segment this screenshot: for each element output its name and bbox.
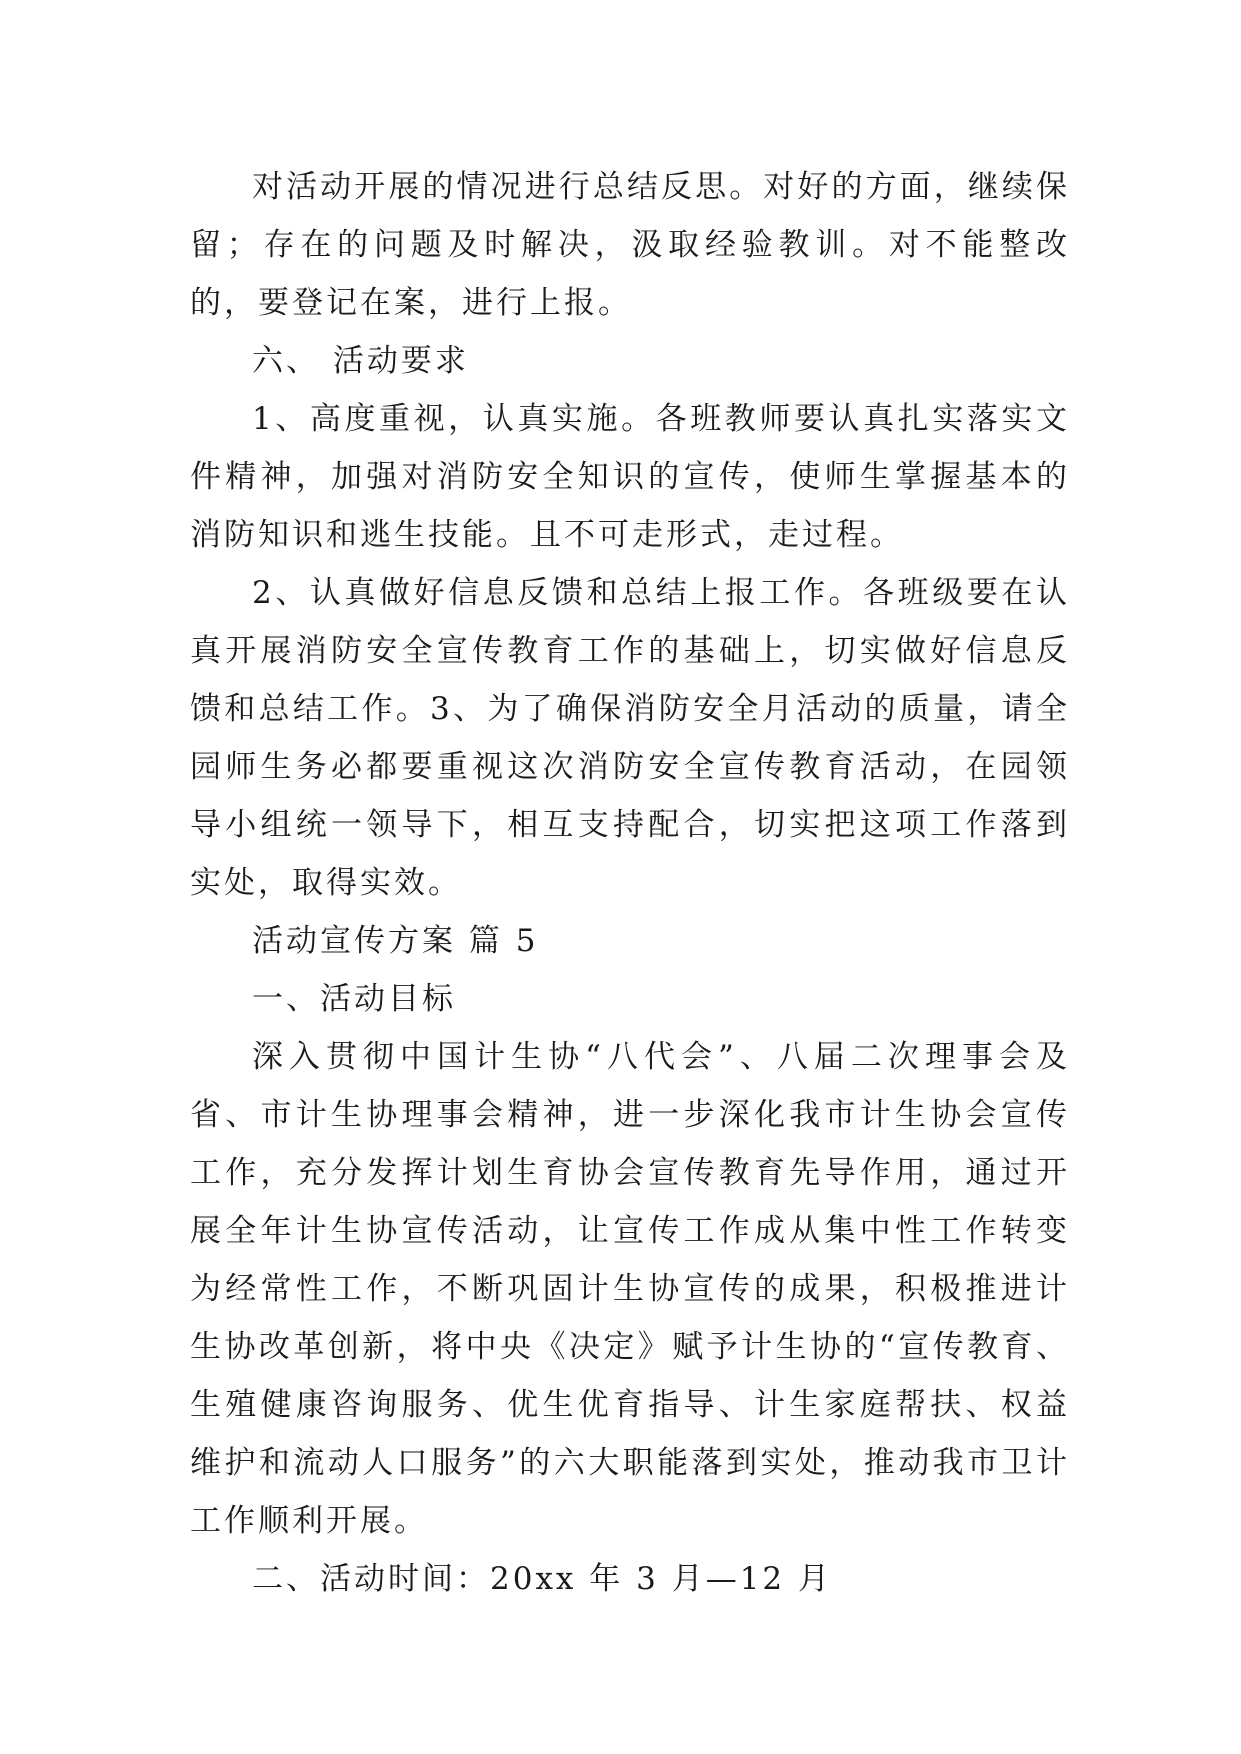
section-heading-activity-requirements: 六、 活动要求 bbox=[252, 343, 469, 379]
document-body bbox=[190, 158, 1070, 1608]
section-title-plan-5: 活动宣传方案 篇 5 bbox=[252, 923, 539, 959]
paragraph-summary-reflection: 对活动开展的情况进行总结反思。对好的方面，继续保留；存在的问题及时解决，汲取经验教训。对不能整改的，要登记在案，进行上报。 bbox=[190, 169, 1070, 321]
section-heading-activity-time: 二、活动时间：20xx 年 3 月—12 月 bbox=[252, 1561, 832, 1597]
paragraph-requirement-2-3: 2、认真做好信息反馈和总结上报工作。各班级要在认真开展消防安全宣传教育工作的基础上，切实做好信息反馈和总结工作。3、为了确保消防安全月活动的质量，请全园师生务必都要重视这次消防安全宣传教育活动，在园领导小组统一领导下，相互支持配合，切实把这项工作落到实处，取得实效。 bbox=[190, 575, 1070, 901]
paragraph-activity-goals: 深入贯彻中国计生协“八代会”、八届二次理事会及省、市计生协理事会精神，进一步深化我市计生协会宣传工作，充分发挥计划生育协会宣传教育先导作用，通过开展全年计生协宣传活动，让宣传工作成从集中性工作转变为经常性工作，不断巩固计生协宣传的成果，积极推进计生协改革创新，将中央《决定》赋予计生协的“宣传教育、生殖健康咨询服务、优生优育指导、计生家庭帮扶、权益维护和流动人口服务”的六大职能落到实处，推动我市卫计工作顺利开展。 bbox=[190, 1039, 1070, 1539]
section-heading-activity-goals: 一、活动目标 bbox=[252, 981, 456, 1017]
paragraph-requirement-1: 1、高度重视，认真实施。各班教师要认真扎实落实文件精神，加强对消防安全知识的宣传，使师生掌握基本的消防知识和逃生技能。且不可走形式，走过程。 bbox=[190, 401, 1070, 553]
